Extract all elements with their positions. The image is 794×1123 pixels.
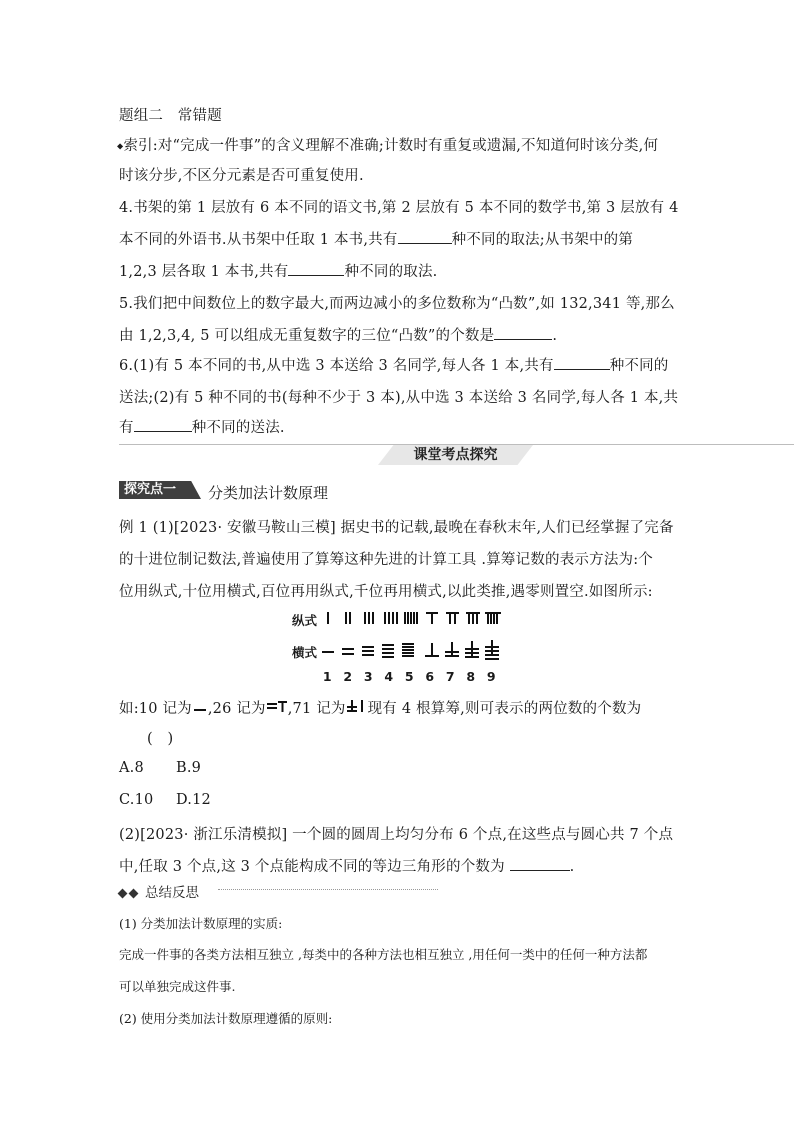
rod-horizontal-9d — [485, 658, 499, 660]
rod-vertical-7-top — [446, 612, 459, 614]
answer-blank[interactable] — [288, 261, 344, 276]
index-note-line1: ◆索引:对“完成一件事”的含义理解不准确;计数时有重复或遗漏,不知道何时该分类,何 — [117, 138, 659, 154]
q4-line3: 1,2,3 层各取 1 本书,共有 种不同的取法. — [119, 260, 437, 281]
rod-vertical-9a — [487, 612, 489, 624]
rod-vertical-2a — [345, 612, 347, 624]
diamond-icon — [129, 889, 139, 899]
rod-horizontal-3c — [362, 654, 374, 656]
rod-vertical-5d — [413, 612, 415, 624]
rod-horizontal-2b — [342, 653, 354, 655]
q6-line2: 送法;(2)有 5 种不同的书(每种不少于 3 本),从中选 3 本送给 3 名同学,每人各 1 本,共 — [119, 390, 679, 406]
example1-line1: 例 1 (1)[2023· 安徽马鞍山三模] 据史书的记载,最晚在春秋末年,人们已经掌握了完备 — [119, 520, 674, 536]
example1-line3: 位用纵式,十位用横式,百位再用纵式,千位再用横式,以此类推,遇零则置空.如图所示: — [119, 584, 653, 600]
rod-vertical-3a — [364, 612, 366, 624]
digit-label: 5 — [404, 668, 414, 684]
rod-horizontal-5e — [402, 655, 414, 657]
index-note-line2: 时该分步,不区分元素是否可重复使用. — [119, 168, 364, 184]
counting-rods-figure — [318, 609, 508, 663]
rod-horizontal-5a — [402, 643, 414, 645]
rod-horizontal-3b — [362, 650, 374, 652]
rod-26-icon — [266, 699, 288, 713]
option-a[interactable]: A.8 — [119, 760, 144, 776]
rod-vertical-5b — [407, 612, 409, 624]
digit-label: 1 — [322, 668, 332, 684]
answer-blank[interactable] — [134, 417, 192, 432]
rod-horizontal-5b — [402, 646, 414, 648]
rod-vertical-9b — [490, 612, 492, 624]
rod-horizontal-2a — [342, 648, 354, 650]
digit-label: 8 — [466, 668, 476, 684]
q5-line1: 5.我们把中间数位上的数字最大,而两边减小的多位数称为“凸数”,如 132,341 等,那么 — [119, 296, 675, 312]
rod-vertical-9d — [496, 612, 498, 624]
example1-line4: 如:10 记为 ,26 记为 ,71 记为 现有 4 根算筹,则可表示的两位数的个数为 — [119, 701, 642, 717]
rod-vertical-5c — [410, 612, 412, 624]
q4-line2: 本不同的外语书.从书架中任取 1 本书,共有 种不同的取法;从书架中的第 — [119, 228, 633, 249]
rod-horizontal-6a — [425, 655, 439, 657]
rod-horizontal-8c — [465, 656, 479, 658]
vertical-rods — [327, 612, 501, 624]
rod-horizontal-3a — [362, 646, 374, 648]
rod-horizontal-5d — [402, 652, 414, 654]
rod-horizontal-8b — [465, 652, 479, 654]
example1-part2-line2: 中,任取 3 个点,这 3 个点能构成不同的等边三角形的个数为 . — [119, 855, 574, 876]
rod-vertical-3b — [368, 612, 370, 624]
q6-line1: 6.(1)有 5 本不同的书,从中选 3 本送给 3 名同学,每人各 1 本,共有 种不同的 — [119, 354, 669, 375]
rod-71-icon — [346, 699, 368, 713]
rod-horizontal-9a — [485, 646, 499, 648]
rod-vertical-8c — [476, 612, 478, 624]
rod-horizontal-8a — [465, 648, 479, 650]
summary-s1-line2: 可以单独完成这件事. — [119, 979, 236, 994]
bullet-icon: ◆ — [117, 141, 124, 151]
example1-line2: 的十进位制记数法,普遍使用了算筹这种先进的计算工具 .算筹记数的表示方法为:个 — [119, 552, 654, 568]
section-banner-label: 课堂考点探究 — [413, 447, 498, 463]
point-tag-label: 探究点一 — [124, 482, 177, 497]
point-title: 分类加法计数原理 — [208, 484, 329, 502]
rod-horizontal-7b — [445, 655, 459, 657]
rod-horizontal-7a — [445, 651, 459, 653]
example1-part2-line1: (2)[2023· 浙江乐清模拟] 一个圆的圆周上均匀分布 6 个点,在这些点与圆心共 7 个点 — [119, 827, 674, 843]
digit-row — [317, 666, 502, 686]
answer-blank[interactable] — [510, 856, 570, 871]
q4-line1: 4.书架的第 1 层放有 6 本不同的语文书,第 2 层放有 5 本不同的数学书,第 3 层放有 4 — [119, 200, 679, 216]
horizontal-rods — [322, 640, 499, 660]
digit-label: 3 — [363, 668, 373, 684]
rod-horizontal-1 — [322, 651, 334, 653]
answer-blank[interactable] — [554, 355, 610, 370]
digit-label: 7 — [445, 668, 455, 684]
digit-label: 9 — [486, 668, 496, 684]
option-c[interactable]: C.10 — [119, 792, 154, 808]
rod-horizontal-4a — [382, 644, 394, 646]
rod-vertical-4a — [384, 612, 386, 624]
rod-vertical-7b — [454, 612, 456, 624]
rod-vertical-6a — [431, 612, 433, 624]
option-b[interactable]: B.9 — [176, 760, 202, 776]
option-d[interactable]: D.12 — [176, 792, 211, 808]
answer-paren: ( ) — [147, 731, 174, 747]
rod-vertical-8b — [472, 612, 474, 624]
rod-vertical-9c — [493, 612, 495, 624]
answer-blank[interactable] — [494, 325, 552, 340]
rod-horizontal-4b — [382, 648, 394, 650]
digit-label: 2 — [343, 668, 353, 684]
rod-vertical-3c — [372, 612, 374, 624]
rod-horizontal-5c — [402, 649, 414, 651]
summary-s1-title: (1) 分类加法计数原理的实质: — [119, 916, 283, 931]
rod-vertical-4b — [388, 612, 390, 624]
group-title: 题组二 常错题 — [119, 108, 222, 124]
q6-line3: 有 种不同的送法. — [119, 416, 285, 437]
rod-horizontal-4d — [382, 656, 394, 658]
rod-horizontal-9b — [485, 650, 499, 652]
rod-vertical-7a — [449, 612, 451, 624]
summary-s1-line1: 完成一件事的各类方法相互独立 ,每类中的各种方法也相互独立 ,用任何一类中的任何一种方法都 — [119, 947, 648, 962]
digit-label: 4 — [384, 668, 394, 684]
summary-heading: 总结反思 — [119, 881, 199, 901]
rod-vertical-2b — [349, 612, 351, 624]
answer-blank[interactable] — [398, 229, 452, 244]
rod-vertical-1 — [327, 612, 329, 624]
diamond-icon — [118, 889, 128, 899]
summary-s2-title: (2) 使用分类加法计数原理遵循的原则: — [119, 1011, 333, 1026]
rod-vertical-4d — [396, 612, 398, 624]
rod-horizontal-9c — [485, 654, 499, 656]
summary-divider — [218, 889, 438, 890]
rod-horizontal-6-stem — [431, 643, 433, 656]
rod-horizontal-4c — [382, 652, 394, 654]
horizontal-form-label: 横式 — [292, 645, 318, 660]
rod-vertical-4c — [392, 612, 394, 624]
q5-line2: 由 1,2,3,4, 5 可以组成无重复数字的三位“凸数”的个数是 . — [119, 324, 557, 345]
rod-vertical-5a — [404, 612, 406, 624]
digit-label: 6 — [425, 668, 435, 684]
rod-vertical-5e — [416, 612, 418, 624]
rod-10-icon — [192, 699, 208, 713]
rod-horizontal-7-stem — [451, 642, 453, 656]
vertical-form-label: 纵式 — [292, 613, 318, 628]
rod-vertical-8a — [468, 612, 470, 624]
